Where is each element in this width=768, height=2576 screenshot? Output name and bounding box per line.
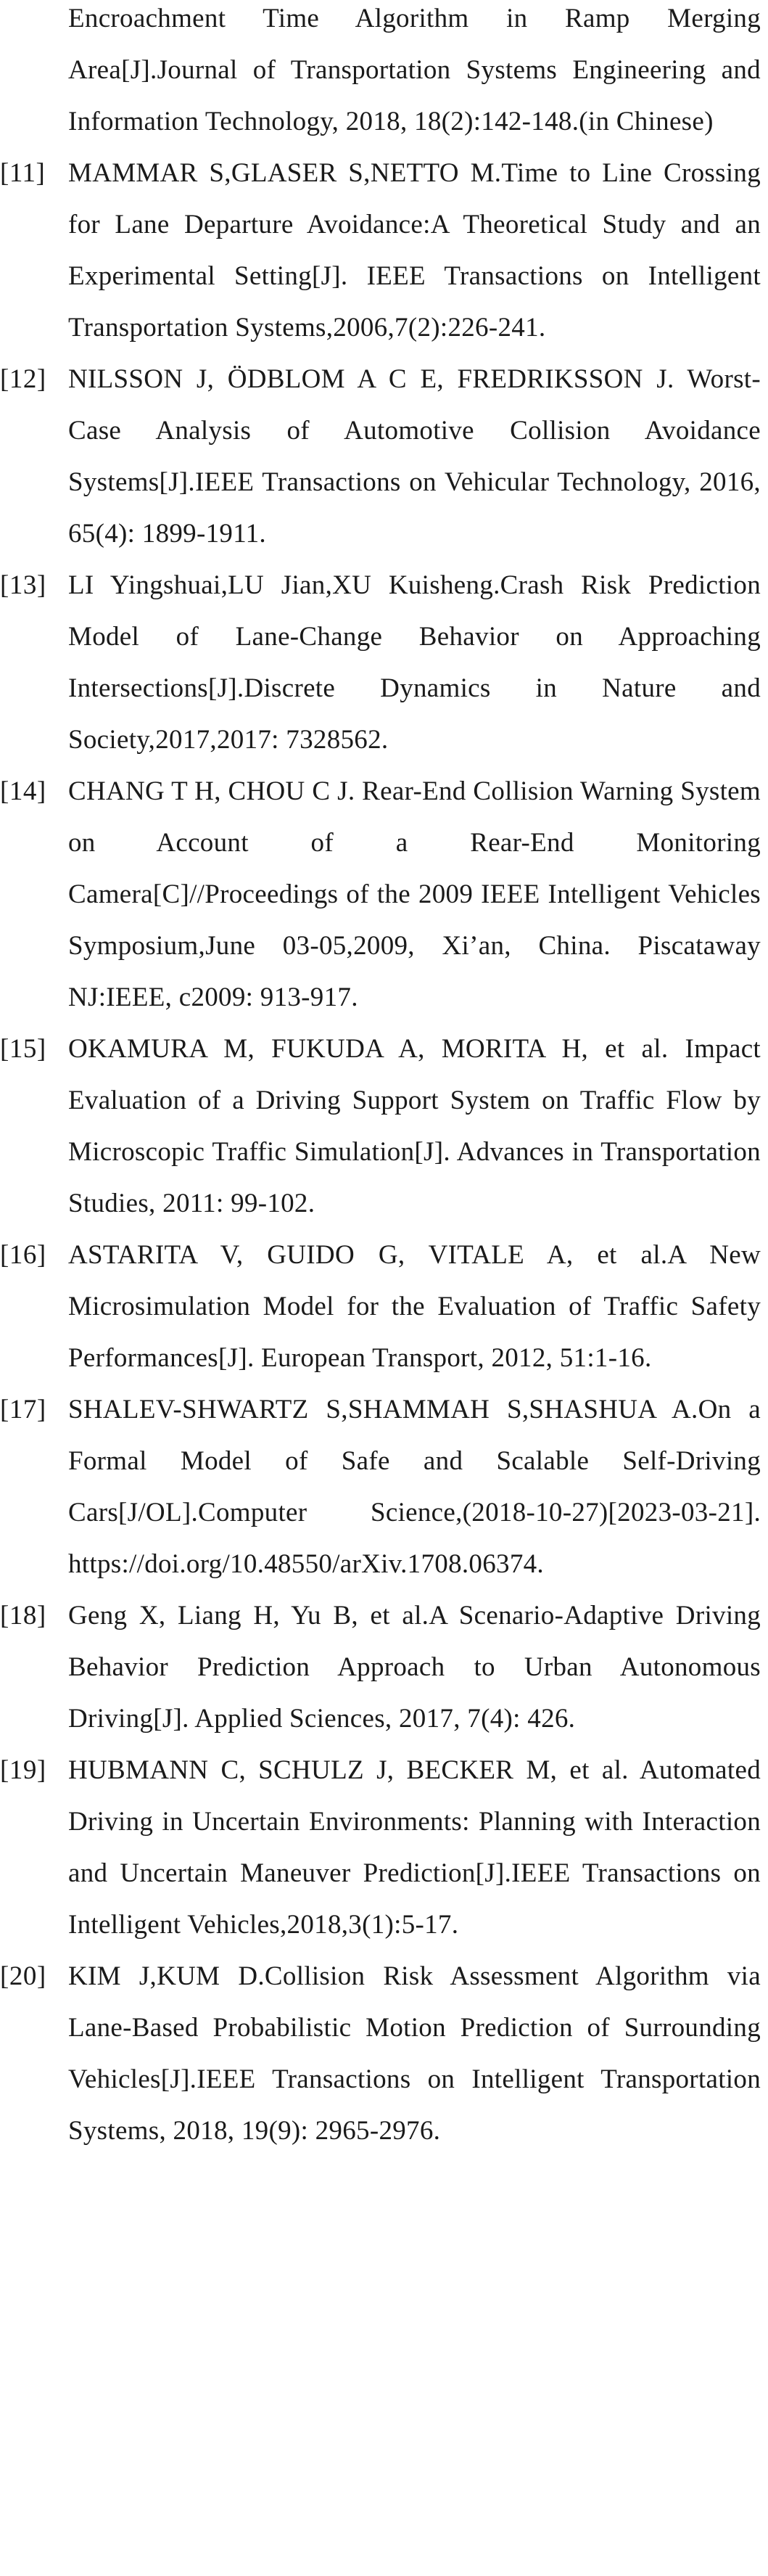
reference-number: [15] [0, 1034, 46, 1064]
reference-text: LI Yingshuai,LU Jian,XU Kuisheng.Crash Risk Prediction Model of Lane-Change Behavior on Approaching Intersections[J].Discrete Dynamics in Nature and Society,2017,2017: 7328562. [68, 570, 761, 755]
reference-item-13 [0, 559, 761, 766]
reference-text: Geng X, Liang H, Yu B, et al.A Scenario-Adaptive Driving Behavior Prediction Approach to Urban Autonomous Driving[J]. Applied Sciences, 2017, 7(4): 426. [68, 1601, 761, 1734]
reference-text: MAMMAR S,GLASER S,NETTO M.Time to Line Crossing for Lane Departure Avoidance:A Theoretical Study and an Experimental Setting[J]. IEEE Transactions on Intelligent Transportation Systems,2006,7(2):226-241. [68, 158, 761, 342]
reference-text: NILSSON J, ÖDBLOM A C E, FREDRIKSSON J. Worst-Case Analysis of Automotive Collision Avoidance Systems[J].IEEE Transactions on Vehicular Technology, 2016, 65(4): 1899-1911. [68, 364, 761, 549]
reference-text: KIM J,KUM D.Collision Risk Assessment Algorithm via Lane-Based Probabilistic Motion Prediction of Surrounding Vehicles[J].IEEE Transactions on Intelligent Transportation Systems, 2018, 19(9): 2965-2976. [68, 1961, 761, 2146]
reference-number: [17] [0, 1395, 46, 1424]
reference-text: CHANG T H, CHOU C J. Rear-End Collision Warning System on Account of a Rear-End Monitoring Camera[C]//Proceedings of the 2009 IEEE Intelligent Vehicles Symposium,June 03-05,2009, Xi’an, China. Piscataway NJ:IEEE, c2009: 913-917. [68, 776, 761, 1012]
reference-number: [18] [0, 1601, 46, 1630]
reference-item-18 [0, 1590, 761, 1744]
reference-item-19 [0, 1744, 761, 1951]
reference-number: [13] [0, 570, 46, 600]
reference-number: [11] [0, 158, 46, 188]
reference-number: [14] [0, 776, 46, 806]
reference-item-11 [0, 147, 761, 353]
reference-number: [19] [0, 1755, 46, 1785]
reference-item-16 [0, 1229, 761, 1384]
reference-item-15 [0, 1023, 761, 1229]
reference-number: [20] [0, 1961, 46, 1991]
reference-number: [12] [0, 364, 46, 394]
reference-item-12 [0, 353, 761, 559]
reference-item-20 [0, 1951, 761, 2157]
reference-text: ASTARITA V, GUIDO G, VITALE A, et al.A New Microsimulation Model for the Evaluation of Traffic Safety Performances[J]. European Transport, 2012, 51:1-16. [68, 1240, 761, 1373]
reference-number: [16] [0, 1240, 46, 1270]
reference-text: SHALEV-SHWARTZ S,SHAMMAH S,SHASHUA A.On a Formal Model of Safe and Scalable Self-Driving Cars[J/OL].Computer Science,(2018-10-27)[2023-03-21]. https://doi.org/10.48550/arXiv.1708.06374. [68, 1395, 761, 1579]
reference-text: Encroachment Time Algorithm in Ramp Merging Area[J].Journal of Transportation Systems Engineering and Information Technology, 2018, 18(2):142-148.(in Chinese) [68, 4, 761, 136]
reference-item-14 [0, 766, 761, 1023]
reference-text: OKAMURA M, FUKUDA A, MORITA H, et al. Impact Evaluation of a Driving Support System on Traffic Flow by Microscopic Traffic Simulation[J]. Advances in Transportation Studies, 2011: 99-102. [68, 1034, 761, 1218]
reference-text: HUBMANN C, SCHULZ J, BECKER M, et al. Automated Driving in Uncertain Environments: Planning with Interaction and Uncertain Maneuver Prediction[J].IEEE Transactions on Intelligent Vehicles,2018,3(1):5-17. [68, 1755, 761, 1940]
reference-continuation [0, 0, 761, 147]
reference-item-17 [0, 1384, 761, 1590]
